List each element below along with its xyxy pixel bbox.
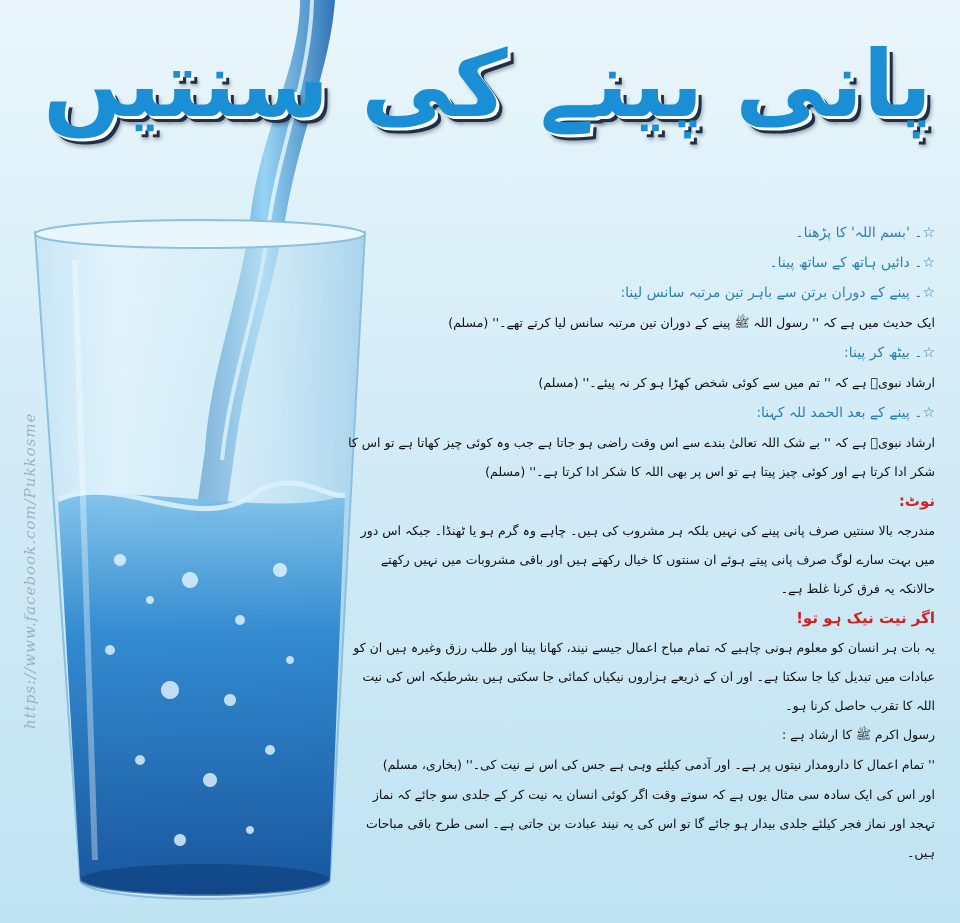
sunnah-list <box>345 218 935 867</box>
bullet-three-breaths: ☆۔ پینے کے دوران برتن سے باہر تین مرتبہ سانس لینا: <box>620 285 935 301</box>
bullet-bismillah: ☆۔ 'بسم اللہ' کا پڑھنا۔ <box>795 225 935 241</box>
bullet-right-hand: ☆۔ دائیں ہاتھ کے ساتھ پینا۔ <box>769 255 935 271</box>
hadith-sitting: ارشاد نبویؐ ہے کہ '' تم میں سے کوئی شخص کھڑا ہو کر نہ پیئے۔'' (مسلم) <box>538 375 935 390</box>
bullet-alhamdulillah: ☆۔ پینے کے بعد الحمد للہ کہنا: <box>756 405 935 421</box>
note-text: مندرجہ بالا سنتیں صرف پانی پینے کی نہیں بلکہ ہر مشروب کی ہیں۔ چاہے وہ گرم ہو یا ٹھنڈا۔ جبکہ اس دور میں بہت سارے لوگ صرف پانی پیتے ہوئے ان سنتوں کا خیال رکھتے ہیں اور باقی مشروبات میں نہیں رکھتے حالانکہ یہ فرق کرنا غلط ہے۔ <box>360 523 935 596</box>
note-heading: نوٹ: <box>898 492 935 510</box>
niyyah-heading: اگر نیت نیک ہو تو! <box>796 609 935 627</box>
page-title: پانی پینے کی سنتیں <box>43 31 932 138</box>
niyyah-text: یہ بات ہر انسان کو معلوم ہونی چاہیے کہ تمام مباح اعمال جیسے نیند، کھانا پینا اور طلب رزق وغیرہ ہیں ان کو عبادات میں تبدیل کیا جا سکتا ہے۔ اور ان کے ذریعے ہزاروں نیکیاں کمائی جا سکتی ہیں بشرطیکہ اس کی نیت اللہ کا تقرب حاصل کرنا ہو۔ <box>353 640 935 713</box>
hadith-alhamdulillah: ارشاد نبویؐ ہے کہ '' بے شک اللہ تعالیٰ بندے سے اس وقت راضی ہو جاتا ہے جب وہ کوئی چیز کھاتا ہے تو اس کا شکر ادا کرتا ہے اور کوئی چیز پیتا ہے تو اس پر بھی اللہ کا شکر ادا کرتا ہے۔'' (مسلم) <box>348 435 935 479</box>
watermark-url: https://www.facebook.com/Pukkosme <box>21 412 39 729</box>
closing-text: اور اس کی ایک سادہ سی مثال یوں ہے کہ سوتے وقت اگر کوئی انسان یہ نیت کر کے جلدی سو جائے کہ نماز تہجد اور نماز فجر کیلئے جلدی بیدار ہو جائے گا تو اس کی یہ نیند عبادت بن جاتی ہے۔ اسی طرح باقی مباحات ہیں۔ <box>366 787 935 860</box>
hadith-three-breaths: ایک حدیث میں ہے کہ '' رسول اللہ ﷺ پینے کے دوران تین مرتبہ سانس لیا کرتے تھے۔'' (مسلم) <box>448 315 935 330</box>
bullet-sitting: ☆۔ بیٹھ کر پینا: <box>843 345 935 361</box>
hadith-intentions: '' تمام اعمال کا دارومدار نیتوں پر ہے۔ اور آدمی کیلئے وہی ہے جس کی اس نے نیت کی۔'' (بخاری، مسلم) <box>382 757 935 772</box>
hadith-intentions-intro: رسول اکرم ﷺ کا ارشاد ہے : <box>781 727 935 742</box>
